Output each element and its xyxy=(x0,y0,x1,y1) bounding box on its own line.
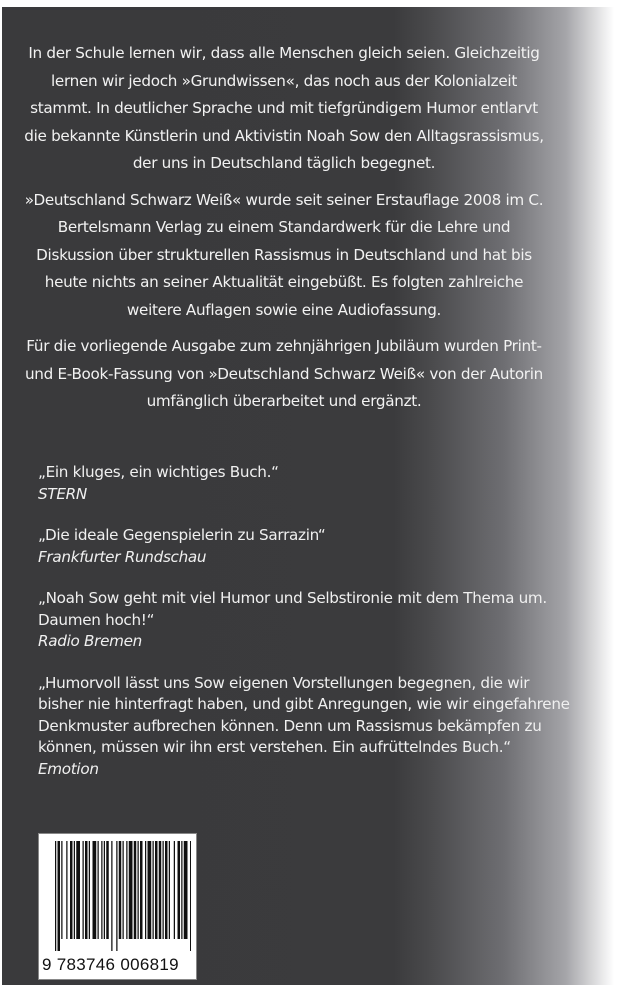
isbn-barcode xyxy=(38,833,197,980)
barcode-bar xyxy=(55,841,56,951)
quote-source: Frankfurter Rundschau xyxy=(38,547,207,566)
quote-text: „Ein kluges, ein wichtiges Buch.“ xyxy=(38,463,279,481)
blurb-paragraph: In der Schule lernen wir, dass alle Menschen gleich seien. Gleichzeitig lernen wir jedoch »Grundwissen«, das noch aus der Kolonialzeit stammt. In deutlicher Sprache und mit tiefgründigem Humor entlarvt die bekannte Künstlerin und Aktivistin Noah Sow den Alltagsrassismus, der uns in Deutschland täglich begegnet. xyxy=(24,44,544,172)
barcode-bar xyxy=(66,841,67,939)
barcode-bar xyxy=(74,841,75,939)
barcode-bar xyxy=(165,841,168,939)
press-quote xyxy=(38,673,578,781)
barcode-bar xyxy=(155,841,158,939)
barcode-bar xyxy=(85,841,88,939)
quote-text: „Humorvoll lässt uns Sow eigenen Vorstellungen begegnen, die wir bisher nie hinterfragt haben, und gibt Anregungen, wie wir eingefahrene Denkmuster aufbrechen können. Denn um Rassismus bekämpfen zu können, müssen wir ihn erst verstehen. Ein aufrüttelndes Buch.“ xyxy=(38,673,570,756)
barcode-bar xyxy=(184,841,188,939)
quote-text: „Noah Sow geht mit viel Humor und Selbstironie mit dem Thema um. Daumen hoch!“ xyxy=(38,589,547,629)
barcode-bar xyxy=(138,841,139,939)
barcode-bar xyxy=(76,841,80,939)
barcode-bar xyxy=(178,841,181,939)
barcode-bars xyxy=(55,841,191,951)
barcode-bar xyxy=(83,841,84,939)
barcode-bar xyxy=(98,841,99,939)
barcode-bar xyxy=(61,841,62,939)
quote-source: Emotion xyxy=(38,759,99,778)
barcode-digits: 9 783746 006819 xyxy=(42,955,179,974)
blurb-paragraph: »Deutschland Schwarz Weiß« wurde seit seiner Erstauflage 2008 im C. Bertelsmann Verlag zu einem Standardwerk für die Lehre und Diskussion über strukturellen Rassismus in Deutschland und hat bis heute nichts an seiner Aktualität eingebüßt. Es folgten zahlreiche weitere Auflagen sowie eine Audiofassung. xyxy=(24,190,544,319)
barcode-bar xyxy=(145,841,146,939)
barcode-bar xyxy=(174,841,175,939)
barcode-bar xyxy=(159,841,162,939)
press-quote xyxy=(38,462,578,505)
barcode-bar xyxy=(134,841,137,939)
barcode-bar xyxy=(181,841,182,939)
barcode-bar xyxy=(89,841,90,939)
barcode-bar xyxy=(119,841,122,939)
barcode-bar xyxy=(129,841,133,939)
barcode-bar xyxy=(123,841,124,939)
press-quote xyxy=(38,525,578,568)
barcode-bar xyxy=(104,841,105,939)
press-quote xyxy=(38,588,578,653)
barcode-bar xyxy=(58,841,61,951)
quote-source: Radio Bremen xyxy=(38,632,143,650)
blurb xyxy=(24,40,544,425)
barcode-bar xyxy=(169,841,170,939)
barcode-bar xyxy=(148,841,152,939)
barcode-bar xyxy=(111,841,112,951)
barcode-bar xyxy=(116,841,117,951)
quote-source: STERN xyxy=(38,484,87,503)
barcode-bar xyxy=(126,841,127,939)
blurb-paragraph: Für die vorliegende Ausgabe zum zehnjährigen Jubiläum wurden Print- und E-Book-Fassung von »Deutschland Schwarz Weiß« von der Autorin umfänglich überarbeitet und ergänzt. xyxy=(24,337,543,410)
barcode-bar xyxy=(101,841,102,939)
barcode-bar xyxy=(163,841,164,939)
barcode-bar xyxy=(153,841,154,939)
barcode-bar xyxy=(70,841,73,939)
press-quotes xyxy=(38,462,578,800)
barcode-bar xyxy=(190,841,191,951)
barcode-bar xyxy=(140,841,143,939)
barcode-bar xyxy=(93,841,97,939)
quote-text: „Die ideale Gegenspielerin zu Sarrazin“ xyxy=(38,526,326,544)
barcode-bar xyxy=(106,841,109,939)
